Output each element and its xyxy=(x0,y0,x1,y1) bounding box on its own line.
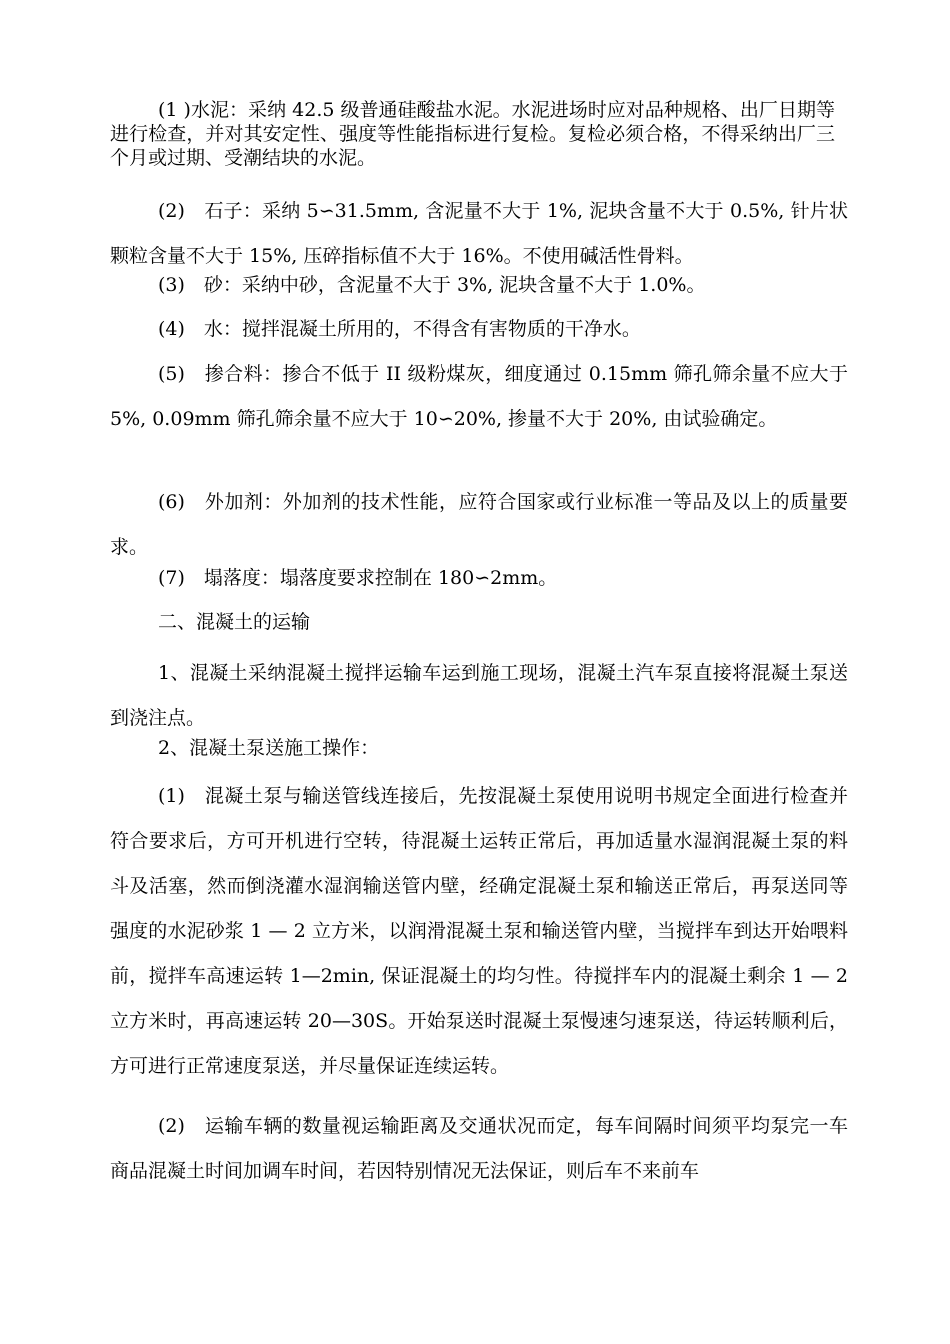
paragraph-pumping-heading: 2、混凝土泵送施工操作： xyxy=(158,737,380,759)
paragraph-water: (4) 水：搅拌混凝土所用的，不得含有害物质的干净水。 xyxy=(158,318,641,340)
paragraph-admixture: (5) 掺合料：掺合不低于 II 级粉煤灰，细度通过 0.15mm 筛孔筛余量不应大于 5%, 0.09mm 筛孔筛余量不应大于 10∽20%, 掺量不大于 20%, 由试验确定。 xyxy=(110,363,848,430)
paragraph-additive: (6) 外加剂：外加剂的技术性能，应符合国家或行业标准一等品及以上的质量要求。 xyxy=(110,491,848,558)
paragraph-pumping-2: (2) 运输车辆的数量视运输距离及交通状况而定，每车间隔时间须平均泵完一车商品混凝土时间加调车时间，若因特别情况无法保证，则后车不来前车 xyxy=(110,1115,848,1182)
paragraph-cement: (1 )水泥：采纳 42.5 级普通硅酸盐水泥。水泥进场时应对品种规格、出厂日期等进行检查，并对其安定性、强度等性能指标进行复检。复检必须合格，不得采纳出厂三个月或过期、受潮结块的水泥。 xyxy=(110,99,835,169)
paragraph-sand: (3) 砂：采纳中砂，含泥量不大于 3%, 泥块含量不大于 1.0%。 xyxy=(158,274,706,296)
paragraph-slump: (7) 塌落度：塌落度要求控制在 180∽2mm。 xyxy=(158,567,558,589)
paragraph-transport-1: 1、混凝土采纳混凝土搅拌运输车运到施工现场，混凝土汽车泵直接将混凝土泵送到浇注点。 xyxy=(110,662,848,729)
paragraph-stone: (2) 石子：采纳 5∽31.5mm, 含泥量不大于 1%, 泥块含量不大于 0.5%, 针片状颗粒含量不大于 15%, 压碎指标值不大于 16%。不使用碱活性骨料。 xyxy=(110,200,848,267)
paragraph-pumping-1: (1) 混凝土泵与输送管线连接后，先按混凝土泵使用说明书规定全面进行检查并符合要求后，方可开机进行空转，待混凝土运转正常后，再加适量水湿润混凝土泵的料斗及活塞，然而倒浇灌水湿润输送管内壁，经确定混凝土泵和输送正常后，再泵送同等强度的水泥砂浆 1 — 2 立方米，以润滑混凝土泵和输送管内壁，当搅拌车到达开始喂料前，搅拌车高速运转 1—2min, 保证混凝土的均匀性。待搅拌车内的混凝土剩余 1 — 2 立方米时，再高速运转 20—30S。开始泵送时混凝土泵慢速匀速泵送，待运转顺利后，方可进行正常速度泵送，并尽量保证连续运转。 xyxy=(110,785,848,1077)
section-heading-transport: 二、混凝土的运输 xyxy=(158,611,311,633)
